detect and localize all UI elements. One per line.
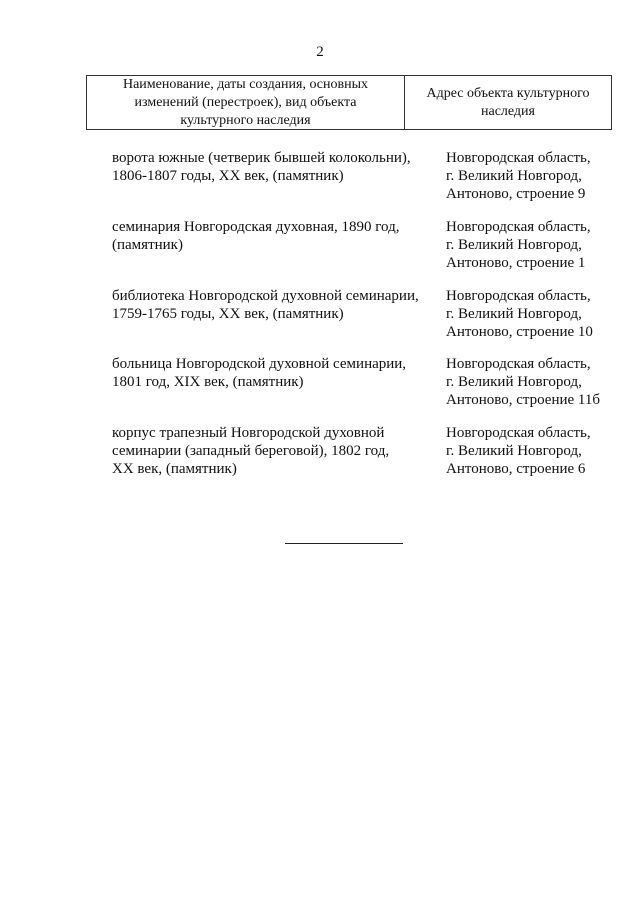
- object-address: Новгородская область, г. Великий Новгород, Антоново, строение 6: [446, 425, 591, 477]
- object-address: Новгородская область, г. Великий Новгород, Антоново, строение 10: [446, 288, 593, 340]
- header-name-column: Наименование, даты создания, основных изменений (перестроек), вид объекта культурного наследия: [87, 76, 405, 129]
- object-name: корпус трапезный Новгородской духовной семинарии (западный береговой), 1802 год, XX век, (памятник): [112, 425, 390, 477]
- object-name: семинария Новгородская духовная, 1890 год, (памятник): [112, 219, 400, 253]
- end-divider: [285, 543, 403, 544]
- table-header: [86, 75, 612, 130]
- object-address: Новгородская область, г. Великий Новгород, Антоново, строение 1: [446, 219, 591, 271]
- object-name: ворота южные (четверик бывшей колокольни), 1806-1807 годы, XX век, (памятник): [112, 150, 411, 184]
- page-number: 2: [316, 44, 324, 60]
- object-name: больница Новгородской духовной семинарии, 1801 год, XIX век, (памятник): [112, 356, 407, 390]
- object-address: Новгородская область, г. Великий Новгород, Антоново, строение 9: [446, 150, 591, 202]
- header-address-column: Адрес объекта культурного наследия: [426, 85, 590, 119]
- object-address: Новгородская область, г. Великий Новгород, Антоново, строение 11б: [446, 356, 600, 408]
- object-name: библиотека Новгородской духовной семинарии, 1759-1765 годы, XX век, (памятник): [112, 288, 419, 322]
